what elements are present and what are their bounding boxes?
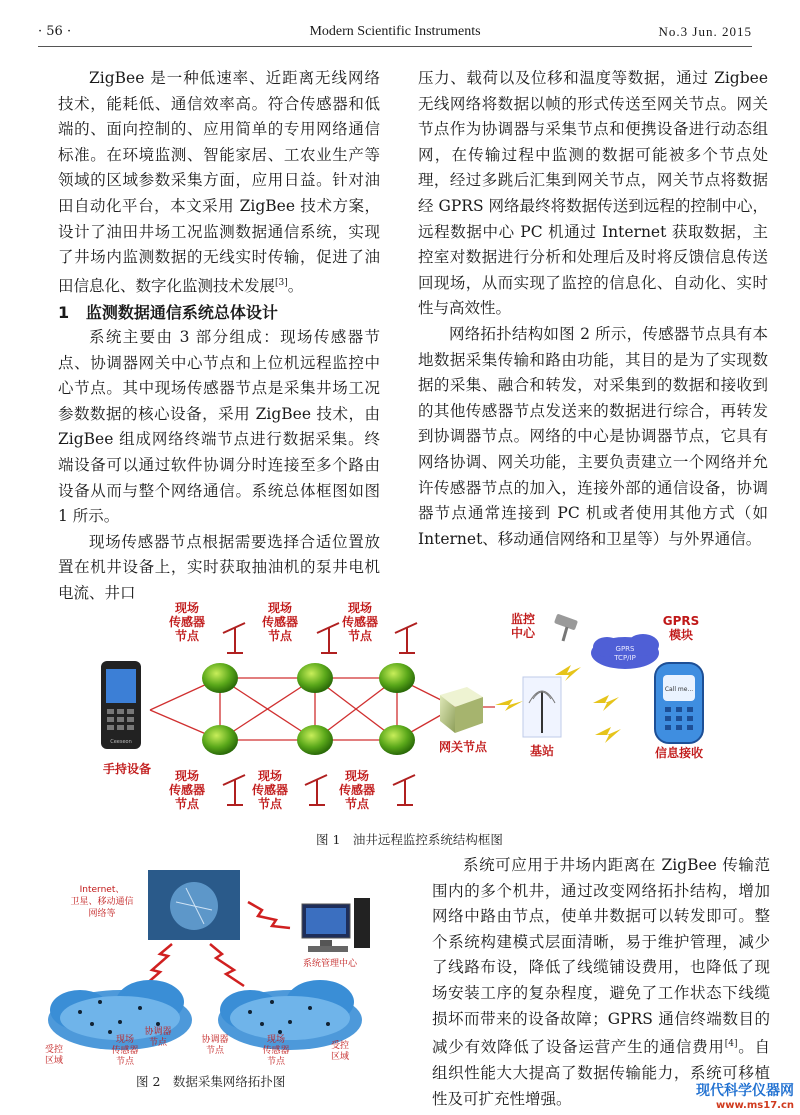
gateway-cube-icon [440,687,483,733]
paragraph: 现场传感器节点根据需要选择合适位置放置在机井设备上，实时获取抽油机的泵井电机电流、井口 [58,532,380,603]
sensor-labels-bottom [168,768,375,811]
router-node [297,725,333,755]
svg-text:TCP/IP: TCP/IP [614,654,636,662]
svg-text:节点: 节点 [257,797,283,811]
header-rule [38,46,752,47]
figure-2-diagram [40,862,420,1072]
sensor-node-label: 现场 [115,1035,135,1045]
paragraph: ZigBee 是一种低速率、近距离无线网络技术，能耗低、通信效率高。符合传感器和低端的、面向控制的、应用简单的专用网络通信标准。在环境监测、智能家居、工农业生产等领域的区域参数采集方面，应用日益。针对油田自动化平台，本文采用 ZigBee 技术方案，设计了油田井场工况监测数据通信系统，实现了井场内监测数据的无线实时传输，促进了油田信息化、数字化监测技术发展[3]。 [58,69,380,295]
gprs-module-label: GPRS [662,614,700,628]
svg-text:GPRS: GPRS [615,645,635,653]
handheld-device-icon [101,661,141,749]
paragraph: 网络拓扑结构如图 2 所示，传感器节点具有本地数据采集传输和路由功能，其目的是为了实现数据的采集、融合和转发，对采集到的数据和接收到的其他传感器节点发送来的数据进行综合，再转发到协调器节点。网络的中心是协调器节点，它具有网络协调、网关功能，主要负责建立一个网络并允许传感器节点的加入，连接外部的通信设备，协调器节点通常连接到 PC 机或者使用其他方式（如 Internet、移动通信网络和卫星等）与外界通信。 [418,324,768,548]
base-station-label: 基站 [529,744,555,758]
svg-text:网络等: 网络等 [88,909,116,919]
svg-text:Ceeseon: Ceeseon [110,739,132,745]
watermark-logo: 现代科学仪器网 www.ms17.cn [696,1083,794,1111]
citation[interactable]: [4] [724,1039,738,1050]
mgmt-center-label: 系统管理中心 [302,959,358,969]
section-heading: 1 监测数据通信系统总体设计 [58,302,278,322]
svg-text:传感器: 传感器 [261,615,299,629]
globe-icon [148,870,240,940]
running-header [38,24,752,46]
svg-text:节点: 节点 [347,629,373,643]
svg-text:现场: 现场 [267,601,293,615]
svg-text:传感器: 传感器 [168,783,206,797]
svg-text:传感器: 传感器 [251,783,289,797]
monitor-label: 监控 [510,612,536,626]
sensor-node-label: 传感器 [262,1046,290,1056]
svg-text:现场: 现场 [174,601,200,615]
computer-icon [302,898,370,952]
citation[interactable]: [3] [275,277,288,288]
issue-info: No.3 Jun. 2015 [658,24,752,39]
svg-text:节点: 节点 [344,797,370,811]
gprs-cloud-icon [591,634,659,669]
figure-2-caption: 图 2 数据采集网络拓扑图 [136,1074,286,1089]
page-number: · 56 · [38,24,72,39]
svg-text:节点: 节点 [174,629,200,643]
coordinator-label: 协调器 [144,1027,172,1037]
svg-text:现场: 现场 [257,769,283,783]
gateway-label: 网关节点 [438,740,488,754]
svg-text:卫星、移动通信: 卫星、移动通信 [70,897,134,907]
paragraph: 系统主要由 3 部分组成：现场传感器节点、协调器网关中心节点和上位机远程监控中心节点。其中现场传感器节点是采集井场工况参数数据的核心设备，采用 ZigBee 技术，由 ZigBee 组成网络终端节点进行数据采集。终端设备可以通过软件协调分时连接至多个路由设备从而与整个网络通信。系统总体框图如图 1 所示。 [58,328,380,526]
router-node [379,663,415,693]
router-nodes [202,663,415,755]
sensor-labels-top [168,600,378,643]
journal-title: Modern Scientific Instruments [309,24,481,39]
info-receive-label: 信息接收 [654,746,704,760]
paragraph: 压力、载荷以及位移和温度等数据，通过 Zigbee 无线网络将数据以帧的形式传送至网关节点。网关节点作为协调器与采集节点和便携设备进行动态组网，在传输过程中监测的数据可能被多个节点处理，经过多跳后汇集到网关节点，网关节点将数据经 GPRS 网络最终将数据传送到远程的控制中心，远程数据中心 PC 机通过 Internet 获取数据，主控室对数据进行分析和处理后及时将反馈信息传送回现场，从而实现了监控的信息化、自动化、实时性与高效性。 [418,69,768,318]
pumpjack-icon [223,623,417,805]
svg-text:Call me...: Call me... [664,686,694,693]
internet-label [70,885,133,919]
figure-1-caption: 图 1 油井远程监控系统结构框图 [316,832,503,847]
svg-text:节点: 节点 [174,797,200,811]
svg-text:现场: 现场 [347,601,373,615]
controlled-area-label: 受控 [44,1045,64,1055]
bottom-right-column [432,853,770,1112]
svg-text:现场: 现场 [344,769,370,783]
controlled-area-label: 受控 [330,1041,350,1051]
svg-text:现场: 现场 [174,769,200,783]
router-node [379,725,415,755]
svg-text:传感器: 传感器 [168,615,206,629]
router-node [297,663,333,693]
coordinator-label: 协调器 [201,1035,229,1045]
sensor-node-label: 节点 [266,1057,286,1067]
sensor-cloud-right [218,980,362,1050]
figure-1-diagram [95,595,735,820]
monitor-label: 中心 [510,626,536,640]
coordinator-label: 节点 [148,1038,168,1048]
controlled-area-label: 区域 [44,1056,64,1066]
svg-text:传感器: 传感器 [341,615,379,629]
router-node [202,663,238,693]
right-column [418,66,768,552]
gprs-module-label: 模块 [668,628,694,642]
paragraph: 系统可应用于井场内距离在 ZigBee 传输范围内的多个机井，通过改变网络拓扑结构，增加网络中路由节点，使单井数据可以转发即可。整个系统构建模式层面清晰，易于维护管理，减少了线路布设，降低了线缆铺设费用，也降低了现场安装工序的复杂程度，避免了工作状态下线缆损坏而带来的设备故障；GPRS 通信终端数目的减少有效降低了设备运营产生的通信费用[4]。自组织性能大大提高了数据传输能力，系统可移植性及可扩充性增强。 [432,856,770,1108]
camera-icon [554,614,578,641]
left-column [58,66,380,607]
svg-text:传感器: 传感器 [338,783,376,797]
coordinator-label: 节点 [205,1046,225,1056]
sensor-node-label: 节点 [115,1057,135,1067]
controlled-area-label: 区域 [330,1052,350,1062]
svg-text:节点: 节点 [267,629,293,643]
base-station-icon [523,677,561,737]
sensor-node-label: 传感器 [111,1046,139,1056]
handheld-label: 手持设备 [102,762,152,776]
sensor-node-label: 现场 [266,1035,286,1045]
router-node [202,725,238,755]
mobile-phone-icon [655,663,703,743]
svg-text:Internet、: Internet、 [79,885,125,895]
